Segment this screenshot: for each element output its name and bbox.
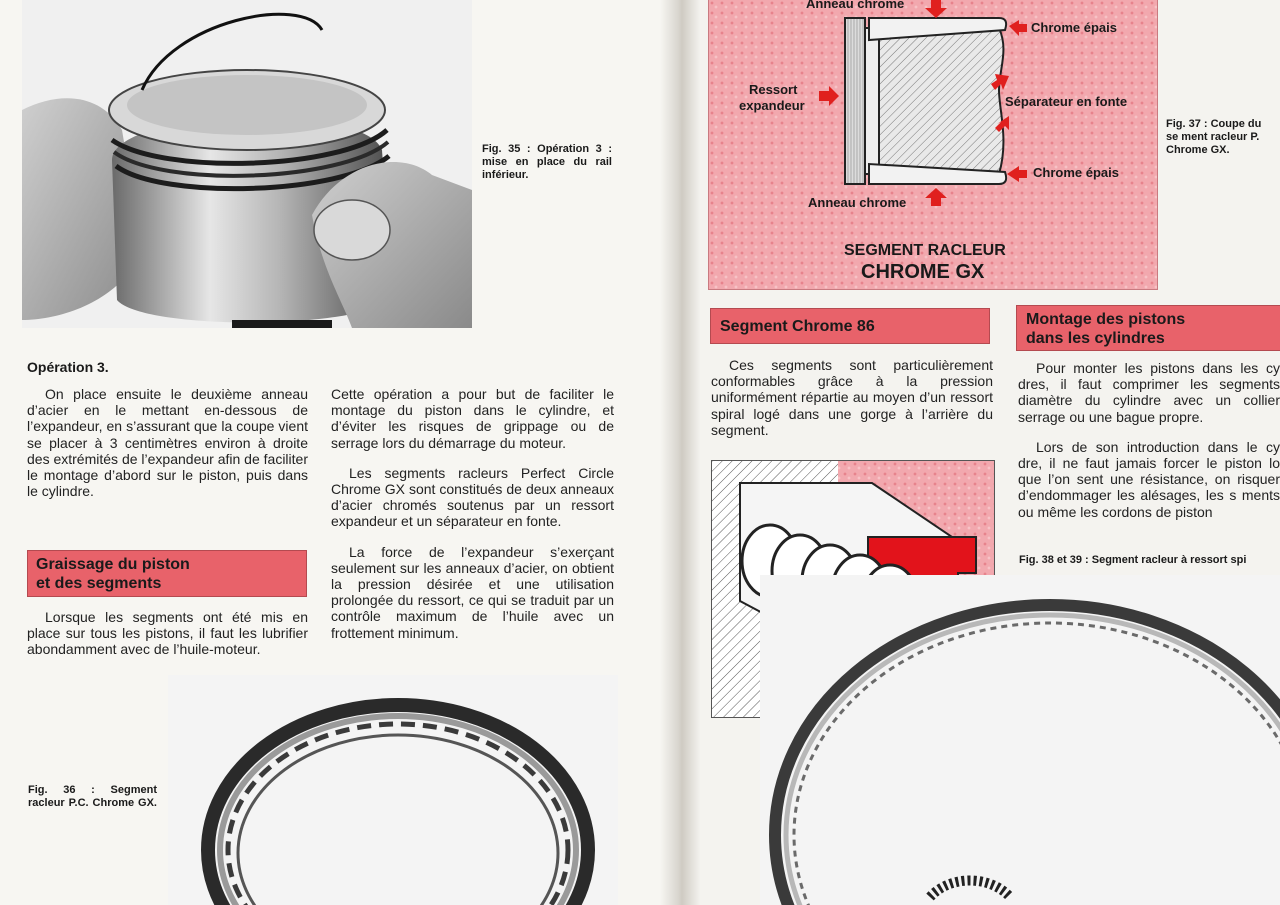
gx-title-line2: CHROME GX <box>861 261 985 283</box>
fig35-piston-photo <box>22 0 472 328</box>
gx-label-anneau-top: Anneau chrome <box>806 0 905 11</box>
operation-heading: Opération 3. <box>27 359 109 375</box>
col2-paragraph-1: Cette opération a pour but de faciliter le montage du piston dans le cylindre, et d’éviter les risques de grippage ou de serrage lors du démarrage du moteur. <box>331 386 614 451</box>
col2-body <box>331 386 614 655</box>
fig35-caption: Fig. 35 : Opération 3 : mise en place du rail inférieur. <box>482 143 612 181</box>
gx-label-ressort-1: Ressort <box>749 82 798 97</box>
montage-heading-line1: Montage des pistons <box>1026 311 1186 328</box>
fig36-ring-photo <box>168 675 618 905</box>
gx-label-anneau-bottom: Anneau chrome <box>808 195 907 210</box>
chrome-gx-diagram <box>708 0 1158 290</box>
gx-label-separateur: Séparateur en fonte <box>1005 94 1128 109</box>
col1-body <box>27 386 308 513</box>
fig38-caption: Fig. 38 et 39 : Segment racleur à ressort spi <box>1019 554 1247 566</box>
montage-paragraph-2: Lors de son introduction dans le cy dre, il ne faut jamais forcer le piston lo que l’on sent une résistance, on risquer d’endommager les alésages, les s ments ou même les cordons de piston <box>1018 438 1280 520</box>
page-gutter <box>660 0 700 905</box>
fig36-caption: Fig. 36 : Segment racleur P.C. Chrome GX. <box>28 784 157 809</box>
montage-heading-band <box>1016 305 1280 351</box>
chrome86-heading: Segment Chrome 86 <box>720 318 875 335</box>
montage-paragraph-1: Pour monter les pistons dans les cy dres, il faut comprimer les segments diamètre du cylindre avec un collier serrage ou une bague propre. <box>1018 360 1280 425</box>
graissage-heading-line1: Graissage du piston <box>36 556 190 573</box>
graissage-heading-line2: et des segments <box>36 575 162 592</box>
col2-paragraph-3: La force de l’expandeur s’exerçant seulement sur les anneaux d’acier, on obtient la pression désirée et une utilisation prolongée du ressort, ce qui se traduit par un contrôle maximum de l’huile avec un frottement minimum. <box>331 543 614 641</box>
gx-label-chrome-epais-top: Chrome épais <box>1031 20 1117 35</box>
fig37-caption: Fig. 37 : Coupe du se ment racleur P. Chrome GX. <box>1166 118 1262 156</box>
col1-paragraph: On place ensuite le deuxième anneau d’acier en le mettant en-dessous de l’expandeur, en s’assurant que la coupe vient se placer à 3 centimètres environ à droite des extrémités de l’expandeur afin de faciliter le montage d’abord sur le piston, puis dans le cylindre. <box>27 386 308 500</box>
chrome86-heading-band <box>710 308 990 344</box>
gx-label-ressort-2: expandeur <box>739 98 805 113</box>
graissage-heading-band <box>27 550 307 597</box>
graissage-body <box>27 609 308 672</box>
gx-label-chrome-epais-bottom: Chrome épais <box>1033 165 1119 180</box>
gx-title-line1: SEGMENT RACLEUR <box>844 242 1006 259</box>
chrome86-paragraph: Ces segments sont particulièrement conformables grâce à la pression uniformément répartie au moyen d’un ressort spiral logé dans une gorge à l’arrière du segment. <box>711 357 993 438</box>
chrome86-body <box>711 357 993 452</box>
fig38-ring-photo <box>760 575 1280 905</box>
col2-paragraph-2: Les segments racleurs Perfect Circle Chrome GX sont constitués de deux anneaux d’acier chromés soutenus par un ressort expandeur et un séparateur en fonte. <box>331 464 614 530</box>
graissage-paragraph: Lorsque les segments ont été mis en place sur tous les pistons, il faut les lubrifier abondamment avec de l’huile-moteur. <box>27 609 308 658</box>
montage-heading-line2: dans les cylindres <box>1026 330 1165 347</box>
montage-body <box>1018 360 1280 534</box>
